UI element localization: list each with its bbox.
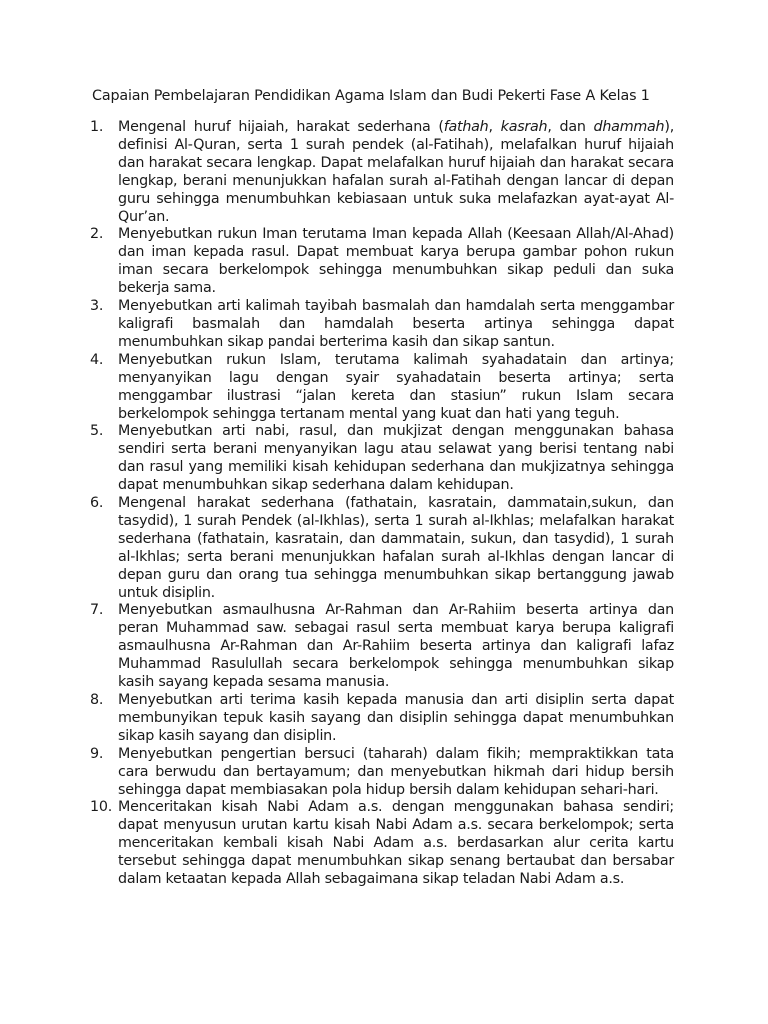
list-item-text (118, 352, 674, 424)
list-item-text (118, 799, 674, 889)
italic-term: kasrah (500, 119, 548, 135)
list-item (90, 119, 674, 226)
list-item-number: 2. (90, 226, 104, 243)
text-segment: Menyebutkan rukun Iman terutama Iman kepada Allah (Keesaan Allah/Al-Ahad) dan iman kepada rasul. Dapat membuat karya berupa gambar pohon rukun iman secara berkelompok sehingga menumbuhkan sikap peduli dan suka bekerja sama. (118, 226, 674, 297)
list-item-number: 10. (90, 799, 112, 816)
text-segment: Mengenal harakat sederhana (fathatain, kasratain, dammatain,sukun, dan tasydid), 1 surah Pendek (al-Ikhlas), serta 1 surah al-Ikhlas; melafalkan harakat sederhana (fathatain, kasratain, dan dammatain, sukun, dan tasydid), 1 surah al-Ikhlas; serta berani menunjukkan hafalan surah al-Ikhlas dengan lancar di depan guru dan orang tua sehingga menumbuhkan sikap bertanggung jawab untuk disiplin. (118, 495, 674, 601)
list-item-text (118, 119, 674, 226)
list-item (90, 495, 674, 602)
list-item-number: 3. (90, 298, 104, 315)
document-title: Capaian Pembelajaran Pendidikan Agama Islam dan Budi Pekerti Fase A Kelas 1 (92, 88, 650, 104)
text-segment: Menyebutkan arti nabi, rasul, dan mukjizat dengan menggunakan bahasa sendiri serta berani menyanyikan lagu atau selawat yang berisi tentang nabi dan rasul yang memiliki kisah kehidupan sederhana dan mukjizatnya sehingga dapat menumbuhkan sikap sederhana dalam kehidupan. (118, 423, 674, 494)
text-segment: , (488, 119, 501, 135)
text-segment: Menyebutkan arti kalimah tayibah basmalah dan hamdalah serta menggambar kaligrafi basmalah dan hamdalah beserta artinya sehingga dapat menumbuhkan sikap pandai berterima kasih dan sikap santun. (118, 298, 674, 350)
list-item (90, 226, 674, 298)
list-item-text (118, 226, 674, 298)
text-segment: Menyebutkan rukun Islam, terutama kalimah syahadatain dan artinya; menyanyikan lagu dengan syair syahadatain beserta artinya; serta menggambar ilustrasi “jalan kereta dan stasiun” rukun Islam secara berkelompok sehingga tertanam mental yang kuat dan hati yang teguh. (118, 351, 674, 422)
list-item-text (118, 423, 674, 495)
list-item-number: 5. (90, 423, 104, 440)
list-item (90, 423, 674, 495)
list-item (90, 799, 674, 889)
text-segment: , dan (547, 119, 594, 135)
list-item-text (118, 746, 674, 800)
list-item (90, 602, 674, 692)
italic-term: dhammah (593, 119, 665, 135)
text-segment: Menyebutkan asmaulhusna Ar-Rahman dan Ar-Rahiim beserta artinya dan peran Muhammad saw. sebagai rasul serta membuat karya berupa kaligrafi asmaulhusna Ar-Rahman dan Ar-Rahiim beserta artinya dan kaligrafi lafaz Muhammad Rasulullah secara berkelompok sehingga menumbuhkan sikap kasih sayang kepada sesama manusia. (118, 602, 674, 691)
italic-term: fathah (443, 119, 489, 135)
list-item-text (118, 298, 674, 352)
text-segment: Menyebutkan pengertian bersuci (taharah) dalam fikih; mempraktikkan tata cara berwudu dan bertayamum; dan menyebutkan hikmah dari hidup bersih sehingga dapat membiasakan pola hidup bersih dalam kehidupan sehari-hari. (118, 745, 674, 798)
list-item-text (118, 692, 674, 746)
list-item-number: 6. (90, 495, 104, 512)
text-segment: ), definisi Al-Quran, serta 1 surah pendek (al-Fatihah), melafalkan huruf hijaiah dan harakat secara lengkap. Dapat melafalkan huruf hijaiah dan harakat secara lengkap, berani menunjukkan hafalan surah al-Fatihah dengan lancar di depan guru sehingga menumbuhkan kebiasaan untuk suka melafazkan ayat-ayat Al-Qur’an. (118, 119, 674, 225)
list-item-number: 7. (90, 602, 104, 619)
list-item (90, 692, 674, 746)
list-item-text (118, 495, 674, 602)
list-item-number: 1. (90, 119, 104, 135)
list-item-number: 9. (90, 745, 104, 762)
list-item-text (118, 602, 674, 692)
learning-outcomes-list (90, 119, 674, 889)
list-item-number: 8. (90, 692, 104, 708)
text-segment: Mengenal huruf hijaiah, harakat sederhana ( (118, 119, 444, 135)
text-segment: Menyebutkan arti terima kasih kepada manusia dan arti disiplin serta dapat membunyikan tepuk kasih sayang dan disiplin sehingga dapat menumbuhkan sikap kasih sayang dan disiplin. (118, 692, 674, 744)
list-item (90, 746, 674, 800)
list-item (90, 352, 674, 424)
list-item (90, 298, 674, 352)
list-item-number: 4. (90, 351, 104, 368)
text-segment: Menceritakan kisah Nabi Adam a.s. dengan menggunakan bahasa sendiri; dapat menyusun urutan kartu kisah Nabi Adam a.s. secara berkelompok; serta menceritakan kembali kisah Nabi Adam a.s. berdasarkan alur cerita kartu tersebut sehingga dapat menumbuhkan sikap senang bertaubat dan bersabar dalam ketaatan kepada Allah sebagaimana sikap teladan Nabi Adam a.s. (118, 799, 674, 888)
